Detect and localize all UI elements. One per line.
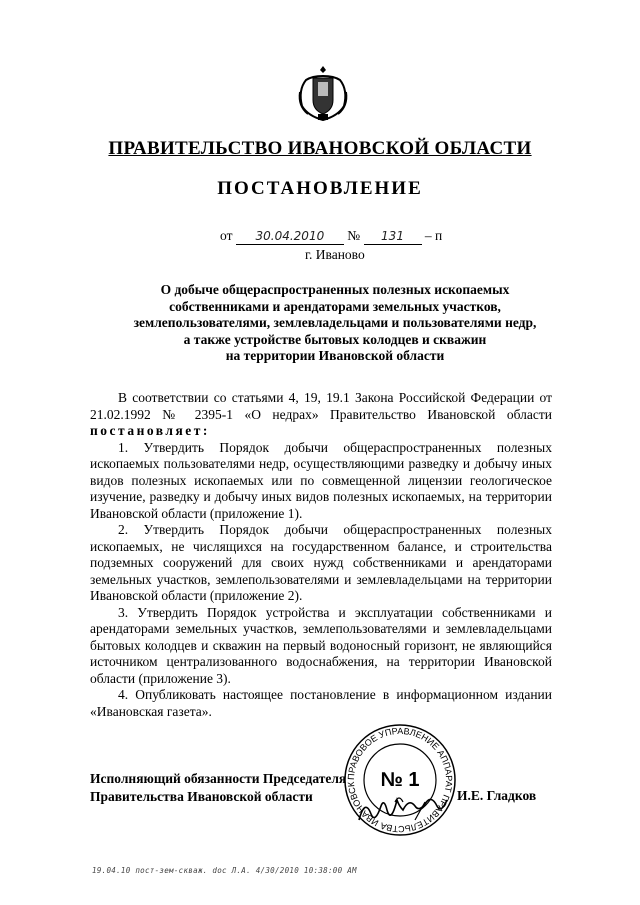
subject-line: О добыче общераспространенных полезных ископаемых [160,282,510,297]
organization-title: ПРАВИТЕЛЬСТВО ИВАНОВСКОЙ ОБЛАСТИ [108,138,532,159]
item-1: 1. Утвердить Порядок добычи общераспространенных полезных ископаемых пользователями недр, осуществляющими разведку и добычу иных видов полезных ископаемых или по совмещенной лицензии геологическое изучение, разведку и добычу иных видов полезных ископаемых, на территории Ивановской области (приложение 1). [90,439,552,521]
item-4: 4. Опубликовать настоящее постановление в информационном издании «Ивановская газета». [90,687,552,719]
intro-paragraph [90,390,552,440]
handwritten-signature-icon [355,790,455,830]
decree-word: постановляет: [90,423,210,438]
intro-text: В соответствии со статьями 4, 19, 19.1 Закона Российской Федерации от 21.02.1992 № 2395-1 «О недрах» Правительство Ивановской области [90,390,552,422]
position-line-2: Правительства Ивановской области [90,789,313,804]
item-3: 3. Утвердить Порядок устройства и эксплуатации собственниками и арендаторами земельных участков, землепользователями и землевладельцами бытовых колодцев и скважин на первый водоносный горизонт, не являющийся источником централизованного водоснабжения, на территории Ивановской области (приложение 3). [90,604,552,686]
document-subject [100,282,570,365]
subject-line: землепользователями, землевладельцами и пользователями недр, [133,315,537,330]
coat-of-arms-icon [296,62,350,124]
signatory-position [90,770,346,806]
stamp-number: № 1 [380,769,420,791]
document-body [90,390,552,720]
number-suffix: – п [424,228,443,243]
position-line-1: Исполняющий обязанности Председателя [90,771,347,786]
document-number: 131 [381,229,404,243]
document-date: 30.04.2010 [255,229,325,243]
item-2: 2. Утвердить Порядок добычи общераспространенных полезных ископаемых, не числящихся на государственном балансе, и строительства подземных сооружений для своих нужд собственниками и арендаторами земельных участков, землепользователями и землевладельцами на территории Ивановской области (приложение 2). [90,522,552,603]
date-line [220,228,442,245]
stamp-ring-text: ПРАВОВОЕ УПРАВЛЕНИЕ АППАРАТ ПРАВИТЕЛЬСТВА ИВАНОВСК [345,725,455,835]
signatory-name: И.Е. Гладков [457,788,537,803]
subject-line: собственниками и арендаторами земельных участков, [169,298,501,314]
city: г. Иваново [305,247,365,262]
subject-line: на территории Ивановской области [225,348,445,363]
document-type: ПОСТАНОВЛЕНИЕ [217,178,423,199]
subject-line: а также устройстве бытовых колодцев и скважин [183,331,487,347]
number-label: № [347,228,361,243]
from-label: от [220,228,233,243]
file-footer: 19.04.10 пост-зем-скваж. doc Л.А. 4/30/2010 10:38:00 AM [92,866,357,875]
